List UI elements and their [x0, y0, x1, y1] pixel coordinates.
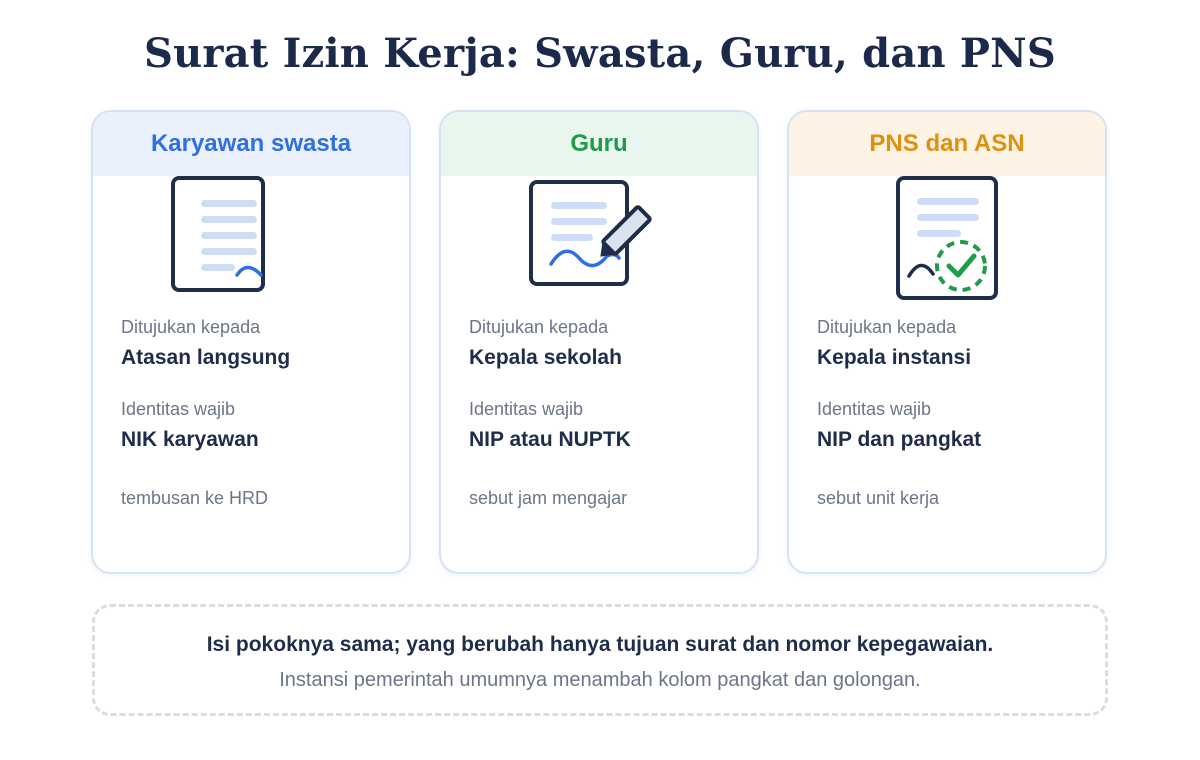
- card-karyawan-swasta: [91, 110, 411, 574]
- summary-note-box: [92, 604, 1108, 716]
- card-header: Karyawan swasta: [93, 112, 409, 176]
- signed-document-pencil-icon: [519, 176, 679, 304]
- value-recipient: Kepala instansi: [817, 346, 972, 369]
- card-pns-asn: [787, 110, 1107, 574]
- value-identity: NIP dan pangkat: [817, 428, 982, 451]
- value-recipient: Kepala sekolah: [469, 346, 622, 369]
- label-identity: Identitas wajib: [469, 399, 584, 419]
- label-identity: Identitas wajib: [121, 399, 236, 419]
- document-check-icon: [867, 176, 1027, 304]
- value-identity: NIP atau NUPTK: [469, 428, 631, 451]
- card-header: Guru: [441, 112, 757, 176]
- card-note: tembusan ke HRD: [121, 488, 269, 508]
- label-recipient: Ditujukan kepada: [469, 317, 609, 337]
- label-recipient: Ditujukan kepada: [121, 317, 261, 337]
- label-recipient: Ditujukan kepada: [817, 317, 957, 337]
- card-guru: [439, 110, 759, 574]
- card-header: PNS dan ASN: [789, 112, 1105, 176]
- page-title: Surat Izin Kerja: Swasta, Guru, dan PNS: [144, 30, 1056, 77]
- summary-main-text: Isi pokoknya sama; yang berubah hanya tujuan surat dan nomor kepegawaian.: [206, 633, 994, 656]
- card-note: sebut jam mengajar: [469, 488, 628, 508]
- card-note: sebut unit kerja: [817, 488, 940, 508]
- value-identity: NIK karyawan: [121, 428, 259, 451]
- label-identity: Identitas wajib: [817, 399, 932, 419]
- document-icon: [171, 176, 331, 304]
- summary-sub-text: Instansi pemerintah umumnya menambah kolom pangkat dan golongan.: [279, 669, 921, 691]
- value-recipient: Atasan langsung: [121, 346, 291, 369]
